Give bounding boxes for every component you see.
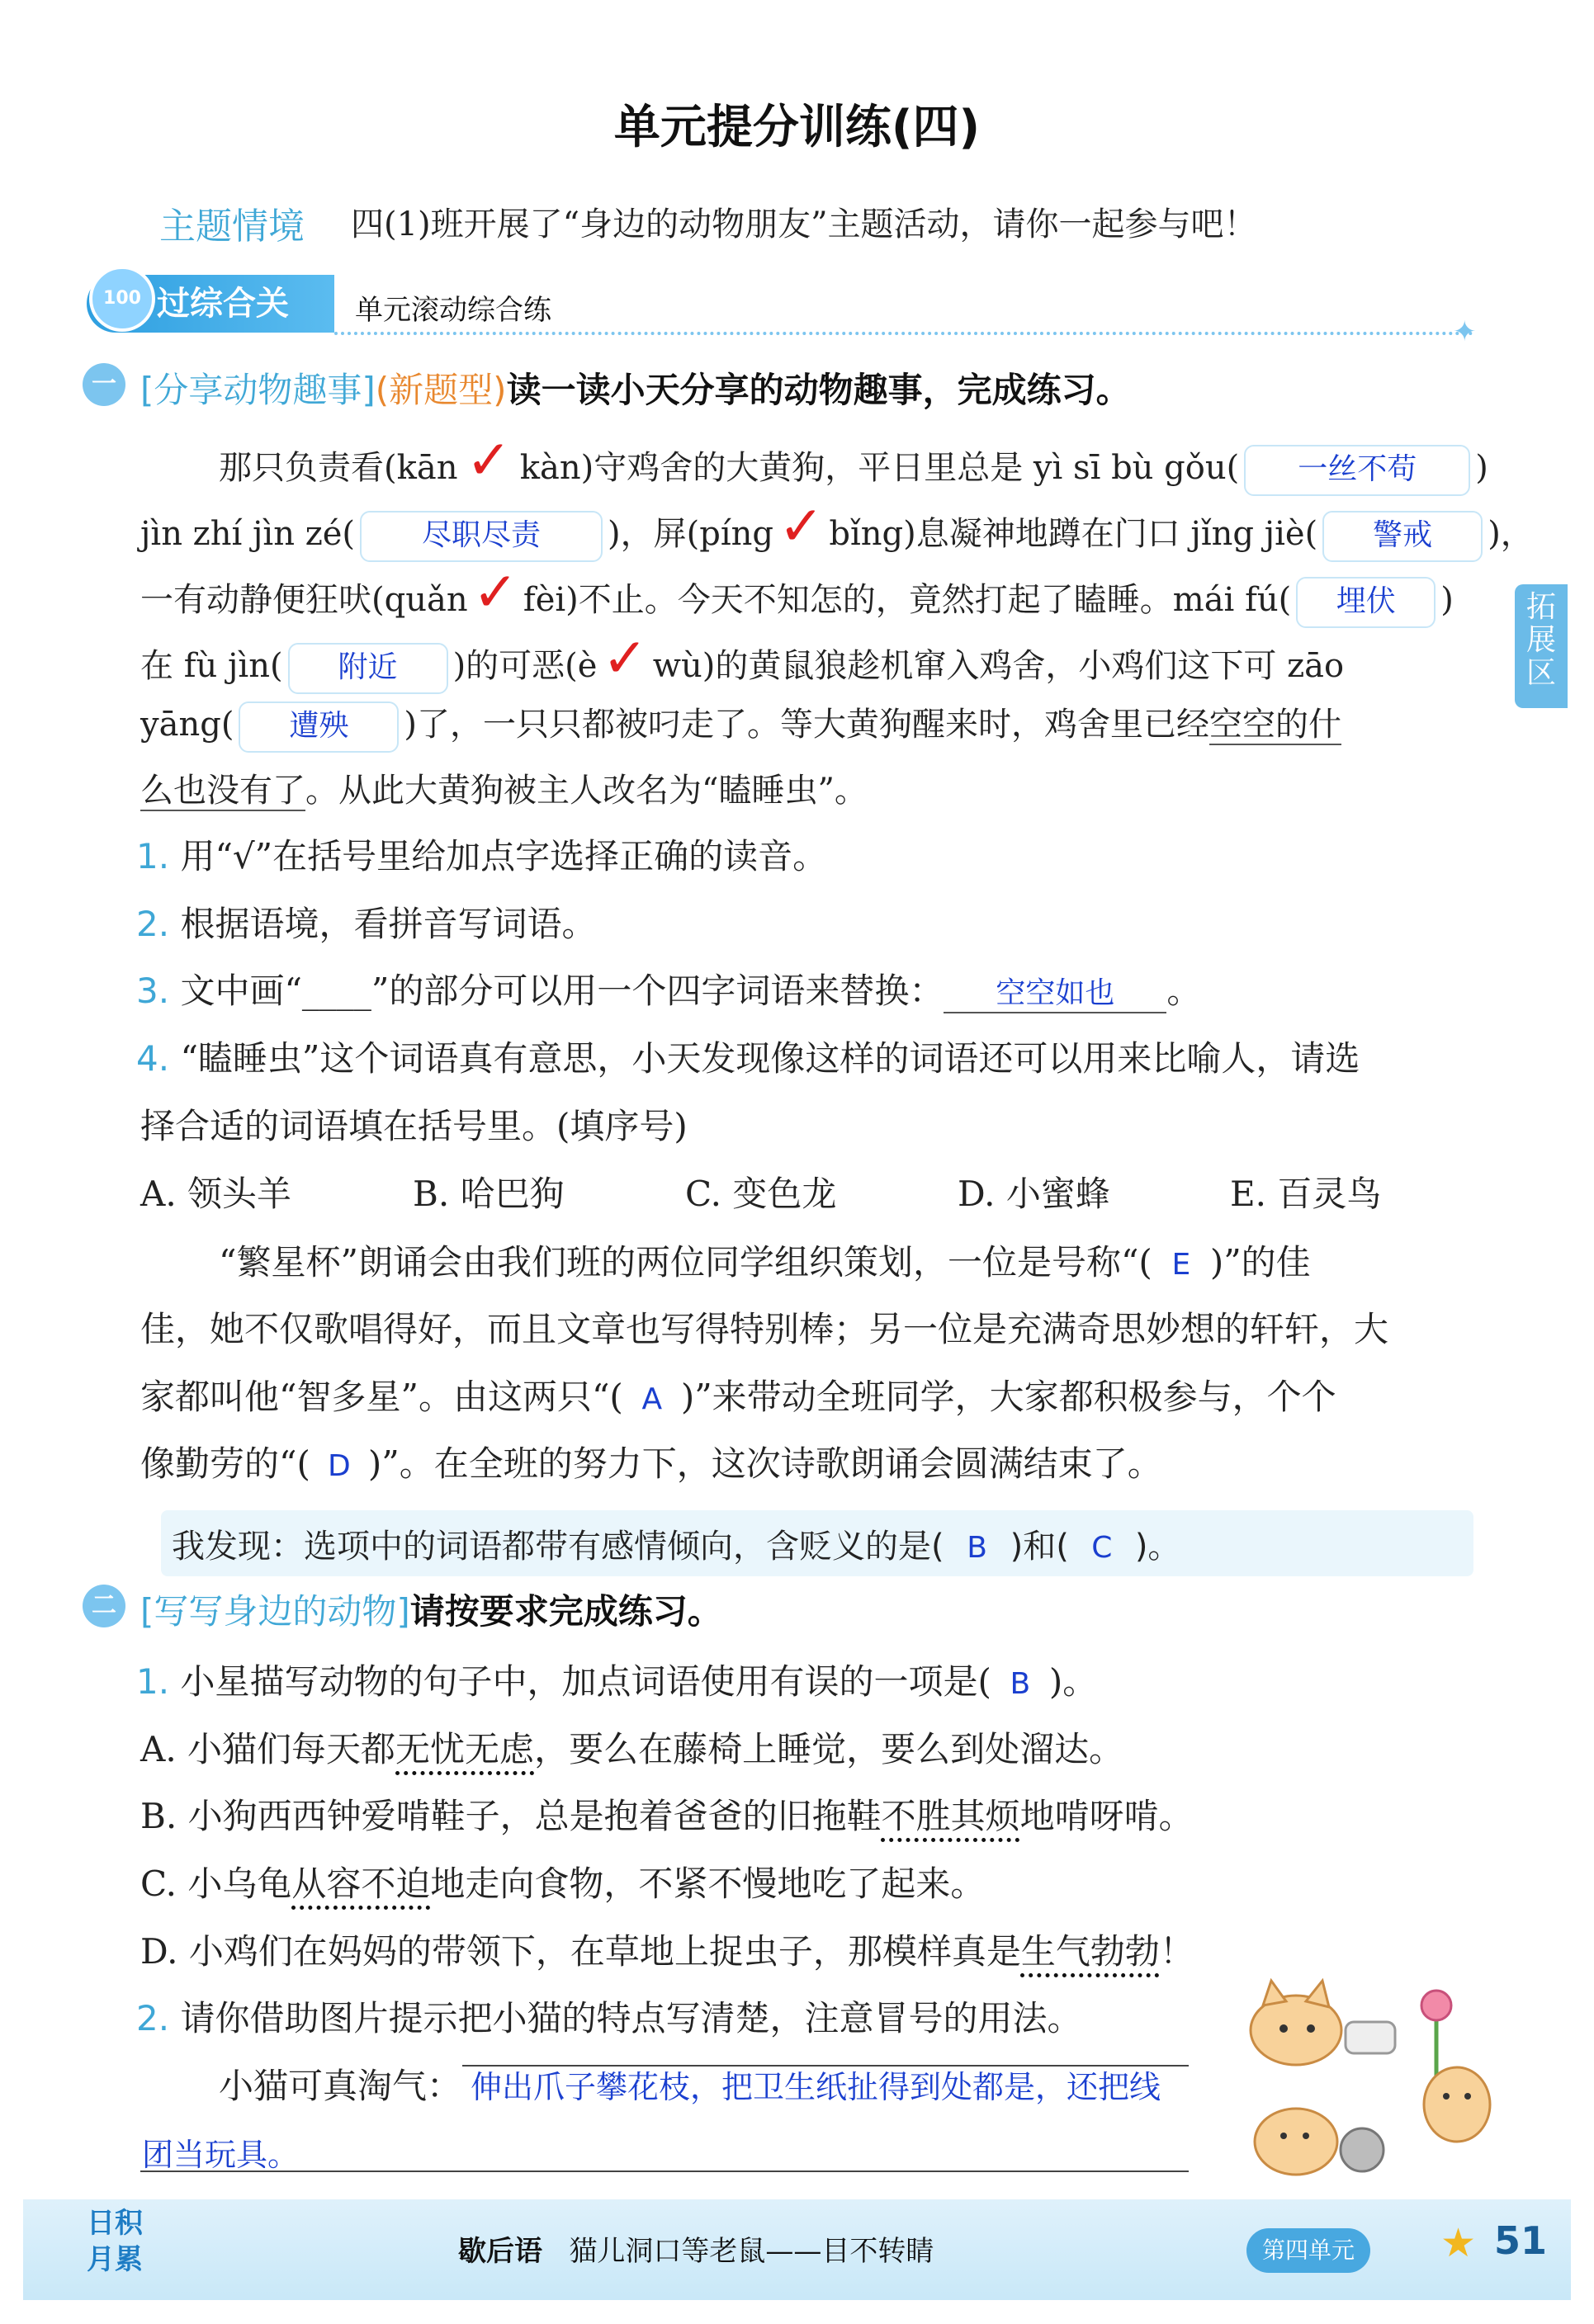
passage-text: fèi)不止。今天不知怎的，竟然打起了瞌睡。mái fú( [523,581,1292,619]
question-text: 文中画“____”的部分可以用一个四字词语来替换： [180,971,944,1011]
write-answer-line-2[interactable]: 团当玩具。 [142,2137,300,2173]
cat-icon [1251,1981,1341,2065]
theme-label: 主题情境 [159,205,305,248]
question-number: 1. [136,1661,170,1702]
choice-text: B. 小狗西西钟爱啃鞋子，总是抱着爸爸的旧拖鞋 [140,1796,882,1836]
option-d: D. 小蜜蜂 [958,1174,1110,1214]
choice-text: A. 小猫们每天都 [140,1729,396,1769]
choice-text: ，要么在藤椅上睡觉，要么到处溜达。 [534,1729,1124,1769]
passage-text: )， [1488,515,1534,553]
fill-line-4 [140,1437,1162,1486]
passage-text: kàn)守鸡舍的大黄狗，平日里总是 yì sī bù gǒu( [519,449,1240,487]
passage-text: bǐng)息凝神地蹲在门口 jǐng jiè( [829,515,1318,553]
passage-text: )了，一只只都被叼走了。等大黄狗醒来时，鸡舍里已经 [404,706,1210,744]
choice-a [140,1722,1123,1772]
choice-d [140,1925,1194,1974]
answer-box[interactable]: 遭殃 [239,701,399,753]
question-text: 。 [1166,971,1202,1011]
option-a: A. 领头羊 [140,1174,292,1214]
underlined-text: 么也没有了 [140,772,305,810]
question-4 [136,1032,1360,1081]
question-number: 1. [136,836,170,876]
badge-line: 日积 [87,2207,143,2240]
fill-text: )”来带动全班同学，大家都积极参与，个个 [680,1377,1336,1417]
star-icon: ✦ [1453,315,1477,348]
dotted-word: 无忧无虑 [395,1729,535,1769]
yarn-ball-icon [1341,2128,1384,2171]
passage-line-3 [140,560,1454,633]
answer-line[interactable]: 空空如也 [944,970,1166,1013]
question-s2-1 [136,1655,1097,1704]
question-number: 2. [136,904,170,944]
fill-answer[interactable]: E [1171,1248,1191,1282]
page-title: 单元提分训练(四) [613,101,981,154]
answer-box[interactable]: 一丝不苟 [1244,445,1470,496]
discover-label: )。 [1134,1528,1181,1566]
banner-subtitle: 单元滚动综合练 [355,294,551,327]
passage-text: ) [1440,581,1454,619]
theme-text: 四(1)班开展了“身边的动物朋友”主题活动，请你一起参与吧！ [351,205,1257,243]
question-4-cont: 择合适的词语填在括号里。(填序号) [140,1106,688,1146]
passage-text: jìn zhí jìn zé( [140,515,356,553]
passage-text: 。从此大黄狗被主人改名为“瞌睡虫”。 [305,772,868,810]
option-c: C. 变色龙 [685,1174,837,1214]
write-prefix: 小猫可真淘气： [219,2066,462,2106]
question-text: 根据语境，看拼音写词语。 [180,904,597,944]
cat-illustration [1230,1964,1502,2187]
question-text: “瞌睡虫”这个词语真有意思，小天发现像这样的词语还可以用来比喻人，请选 [180,1038,1360,1079]
discover-label: 我发现：选项中的词语都带有感情倾向，含贬义的是( [172,1528,944,1566]
choice-text: D. 小鸡们在妈妈的带领下，在草地上捉虫子，那模样真是 [140,1931,1021,1972]
section-tag: [写写身边的动物] [140,1591,410,1632]
section-instruction: 读一读小天分享的动物趣事，完成练习。 [506,370,1131,410]
question-text: 用“√”在括号里给加点字选择正确的读音。 [180,836,828,876]
badge-line: 月累 [87,2243,143,2276]
divider [334,332,1473,335]
answer-box[interactable]: 警戒 [1322,511,1483,562]
new-type-tag: (新题型) [375,370,507,410]
dotted-word: 不胜其烦 [881,1796,1020,1836]
choice-text: 地走向食物，不紧不慢地吃了起来。 [430,1863,986,1904]
star-icon: ★ [1440,2220,1477,2266]
choice-text: ！ [1159,1931,1194,1972]
passage-text: )，屏(píng [608,515,774,553]
idiom-label: 歇后语 [458,2235,542,2268]
passage-line-4 [140,626,1344,699]
passage-line-1 [219,427,1488,501]
footer-idiom [458,2228,934,2269]
cat-icon [1255,2109,1337,2175]
idiom-text: 猫儿洞口等老鼠——目不转睛 [569,2235,934,2268]
question-text: 请你借助图片提示把小猫的特点写清楚，注意冒号的用法。 [180,1998,1082,2038]
discover-text [172,1520,1180,1567]
write-answer-line-1[interactable]: 伸出爪子攀花枝，把卫生纸扯得到处都是，还把线 [471,2069,1161,2105]
banner-label: 过综合关 [157,285,289,323]
passage-line-2 [140,494,1534,567]
side-tab-label: 拓展区 [1525,590,1556,690]
fill-text: )”。在全班的努力下，这次诗歌朗诵会圆满结束了。 [367,1443,1162,1484]
question-text: )。 [1048,1661,1098,1702]
discover-answer[interactable]: C [1091,1531,1113,1565]
question-text: 小星描写动物的句子中，加点词语使用有误的一项是( [180,1661,991,1702]
page-number: 51 [1494,2218,1548,2263]
section-number-2: 二 [83,1585,125,1627]
cat-icon [1424,2067,1490,2142]
option-b: B. 哈巴狗 [413,1174,565,1214]
choice-c [140,1857,985,1906]
dotted-word: 从容不迫 [291,1863,431,1904]
dotted-word: 生气勃勃 [1020,1931,1160,1972]
footer-unit: 第四单元 [1246,2228,1370,2273]
fill-text: 像勤劳的“( [140,1443,310,1484]
side-tab [1515,584,1568,708]
question-1 [136,829,827,879]
checkmark-icon: ✓ [466,428,512,492]
passage-line-5 [140,692,1341,758]
passage-text: yāng( [140,706,234,744]
answer-box[interactable]: 附近 [288,643,448,694]
passage-text: 一有动静便狂吠(quǎn [140,581,468,619]
passage-text: 在 fù jìn( [140,647,283,685]
fill-line-2: 佳，她不仅歌唱得好，而且文章也写得特别棒；另一位是充满奇思妙想的轩轩，大 [140,1309,1389,1349]
answer-box[interactable]: 埋伏 [1296,577,1436,628]
question-number: 2. [136,1998,170,2038]
question-2 [136,897,596,947]
answer-box[interactable]: 尽职尽责 [360,511,603,562]
footer-badge [87,2205,190,2294]
passage-text: 那只负责看(kān [219,449,458,487]
section-number-1: 一 [83,363,125,406]
banner-badge-icon: 100 [89,266,155,332]
passage-line-6 [140,758,868,824]
toilet-paper-icon [1346,2022,1395,2053]
fill-line-3 [140,1370,1336,1419]
discover-label: )和( [1010,1528,1069,1566]
fill-answer[interactable]: A [641,1382,663,1416]
question-number: 4. [136,1038,170,1079]
checkmark-icon: ✓ [472,560,518,624]
underlined-text: 空空的什 [1209,706,1342,744]
section-instruction: 请按要求完成练习。 [409,1591,722,1632]
checkmark-icon: ✓ [778,494,825,558]
choice-b [140,1789,1194,1839]
fill-text: 家都叫他“智多星”。由这两只“( [140,1377,623,1417]
passage-text: wù)的黄鼠狼趁机窜入鸡舍，小鸡们这下可 zāo [652,647,1345,685]
fill-answer[interactable]: D [327,1449,351,1483]
fill-text: )”的佳 [1209,1242,1311,1282]
fill-line-1 [219,1235,1311,1285]
option-e: E. 百灵鸟 [1230,1174,1382,1214]
discover-answer[interactable]: B [967,1531,987,1565]
write-underline [462,2065,1189,2067]
section-tag: [分享动物趣事] [140,370,376,410]
fill-text: “繁星杯”朗诵会由我们班的两位同学组织策划，一位是号称“( [219,1242,1152,1282]
checkmark-icon: ✓ [602,626,648,690]
choice-text: 地啃呀啃。 [1019,1796,1194,1836]
choice-answer[interactable]: B [1010,1667,1031,1701]
question-number: 3. [136,971,170,1011]
question-s2-2 [136,1991,1081,2041]
choice-text: C. 小乌龟 [140,1863,292,1904]
passage-text: )的可恶(è [452,647,598,685]
question-3 [136,964,1201,1013]
write-underline [140,2170,1189,2172]
passage-text: ) [1475,449,1488,487]
